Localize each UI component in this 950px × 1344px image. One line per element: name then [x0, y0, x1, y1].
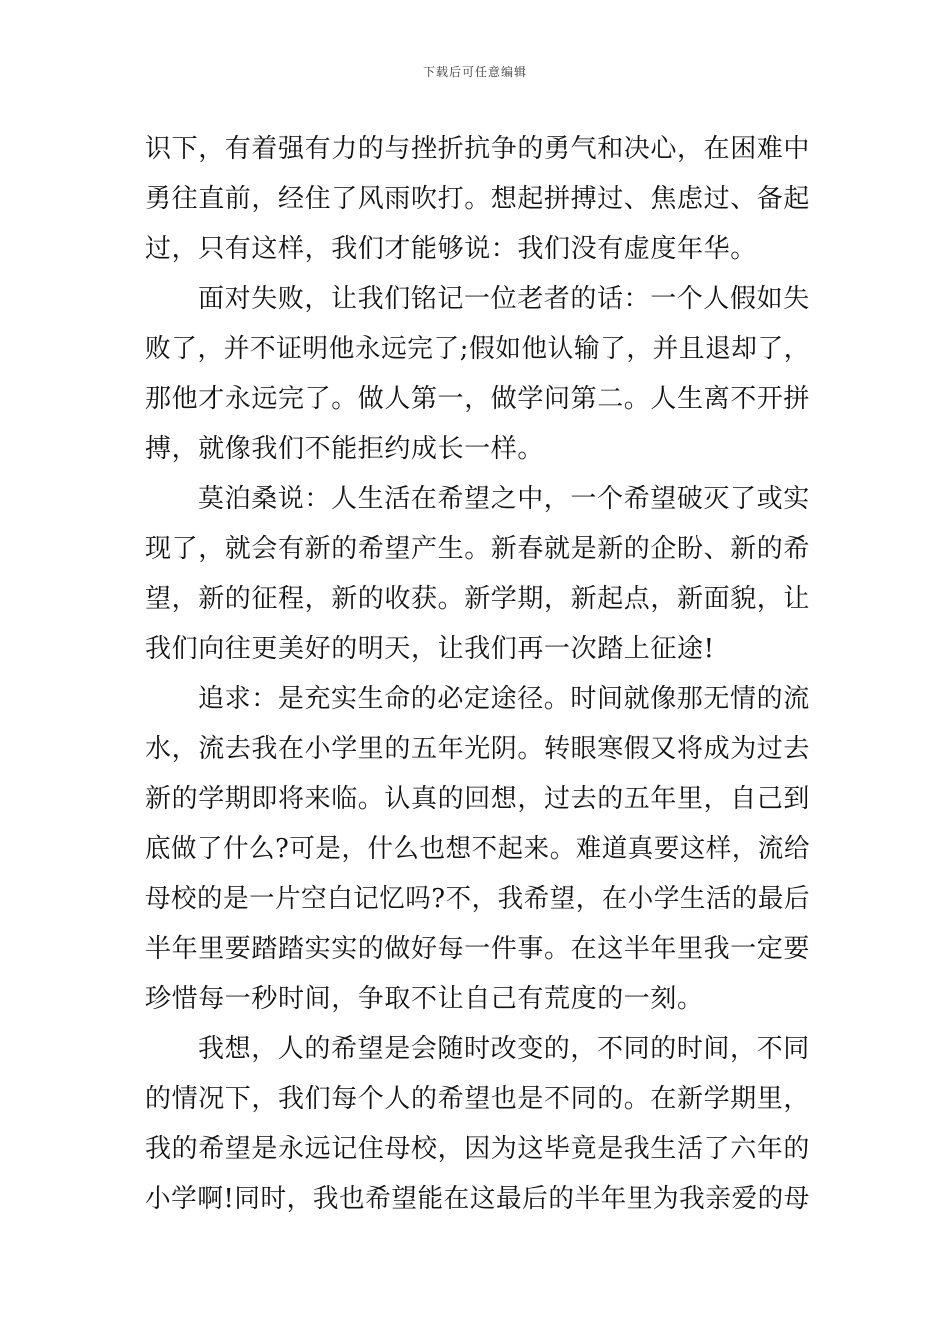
text-line: 我们向往更美好的明天，让我们再一次踏上征途! [145, 634, 715, 664]
body-text [145, 124, 810, 1224]
text-line: 珍惜每一秒时间，争取不让自己有荒度的一刻。 [145, 984, 704, 1014]
paragraph-first-line: 莫泊桑说：人生活在希望之中，一个希望破灭了或实 [198, 484, 810, 514]
paragraph-first-line: 面对失败，让我们铭记一位老者的话：一个人假如失 [198, 284, 810, 314]
text-line: 败了，并不证明他永远完了;假如他认输了，并且退却了， [145, 334, 811, 364]
text-line: 母校的是一片空白记忆吗?不，我希望，在小学生活的最后 [145, 884, 811, 914]
text-line: 勇往直前，经住了风雨吹打。想起拼搏过、焦虑过、备起 [145, 184, 811, 214]
text-line: 小学啊!同时，我也希望能在这最后的半年里为我亲爱的母 [145, 1184, 810, 1214]
text-line: 的情况下，我们每个人的希望也是不同的。在新学期里， [145, 1084, 811, 1114]
text-line: 底做了什么?可是，什么也想不起来。难道真要这样，流给 [145, 834, 811, 864]
text-line: 识下，有着强有力的与挫折抗争的勇气和决心，在困难中 [145, 134, 811, 164]
paragraph-first-line: 追求：是充实生命的必定途径。时间就像那无情的流 [198, 684, 810, 714]
text-line: 半年里要踏踏实实的做好每一件事。在这半年里我一定要 [145, 934, 811, 964]
text-line: 搏，就像我们不能拒约成长一样。 [145, 434, 545, 464]
paragraph-first-line: 我想，人的希望是会随时改变的，不同的时间，不同 [198, 1034, 810, 1064]
text-line: 水，流去我在小学里的五年光阴。转眼寒假又将成为过去 [145, 734, 811, 764]
text-line: 望，新的征程，新的收获。新学期，新起点，新面貌，让 [145, 584, 811, 614]
text-line: 那他才永远完了。做人第一，做学问第二。人生离不开拼 [145, 384, 811, 414]
text-line: 新的学期即将来临。认真的回想，过去的五年里，自己到 [145, 784, 811, 814]
text-line: 现了，就会有新的希望产生。新春就是新的企盼、新的希 [145, 534, 811, 564]
page-header: 下载后可任意编辑 [422, 65, 527, 79]
text-line: 我的希望是永远记住母校，因为这毕竟是我生活了六年的 [145, 1134, 811, 1164]
text-line: 过，只有这样，我们才能够说：我们没有虚度年华。 [145, 234, 757, 264]
